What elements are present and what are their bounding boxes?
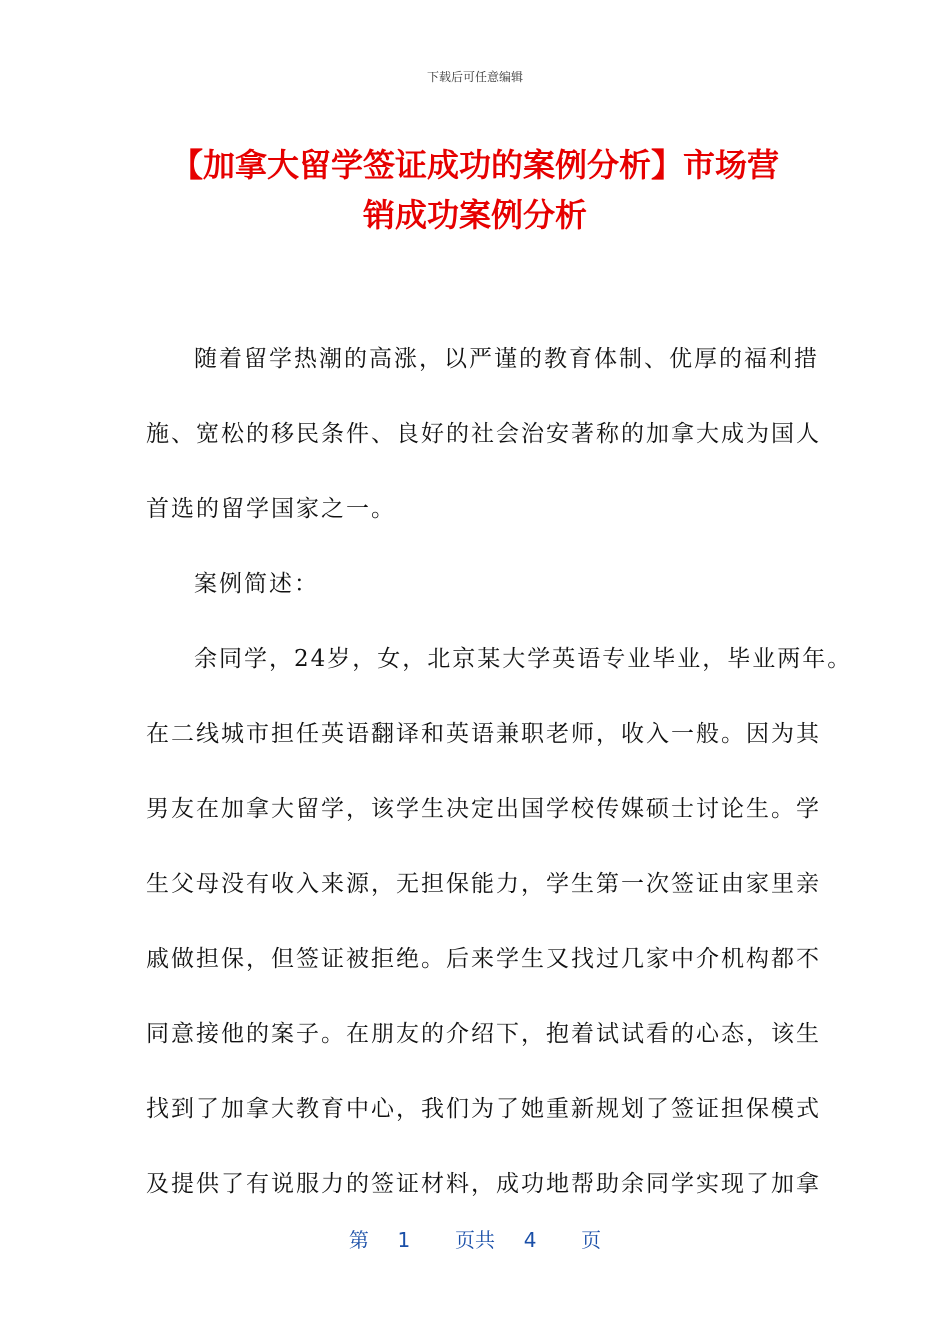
paragraph-line: 生父母没有收入来源，无担保能力，学生第一次签证由家里亲	[146, 871, 821, 897]
paragraph-line: 及提供了有说服力的签证材料，成功地帮助余同学实现了加拿	[146, 1171, 821, 1197]
footer-total-pages: 4	[523, 1228, 537, 1252]
footer-suffix: 页	[581, 1228, 602, 1252]
paragraph-line: 找到了加拿大教育中心，我们为了她重新规划了签证担保模式	[146, 1096, 821, 1122]
section-heading: 案例简述：	[194, 571, 319, 597]
paragraph-line: 随着留学热潮的高涨，以严谨的教育体制、优厚的福利措	[194, 346, 819, 372]
footer-current-page: 1	[397, 1228, 411, 1252]
footer-prefix: 第	[348, 1228, 369, 1252]
paragraph-line: 戚做担保，但签证被拒绝。后来学生又找过几家中介机构都不	[146, 946, 821, 972]
paragraph-line: 男友在加拿大留学，该学生决定出国学校传媒硕士讨论生。学	[146, 796, 821, 822]
page-footer	[0, 1224, 950, 1253]
footer-middle: 页共	[455, 1228, 495, 1252]
document-title	[130, 140, 820, 240]
header-note: 下载后可任意编辑	[426, 70, 523, 84]
title-line-2: 销成功案例分析	[362, 196, 587, 234]
paragraph-line: 施、宽松的移民条件、良好的社会治安著称的加拿大成为国人	[146, 421, 821, 447]
document-body	[146, 322, 853, 1222]
title-line-1: 【加拿大留学签证成功的案例分析】市场营	[170, 146, 779, 184]
paragraph-line: 同意接他的案子。在朋友的介绍下，抱着试试看的心态，该生	[146, 1021, 821, 1047]
paragraph-line: 首选的留学国家之一。	[146, 496, 396, 522]
paragraph-line: 在二线城市担任英语翻译和英语兼职老师，收入一般。因为其	[146, 721, 821, 747]
paragraph-line: 余同学，24岁，女，北京某大学英语专业毕业，毕业两年。	[194, 646, 853, 672]
